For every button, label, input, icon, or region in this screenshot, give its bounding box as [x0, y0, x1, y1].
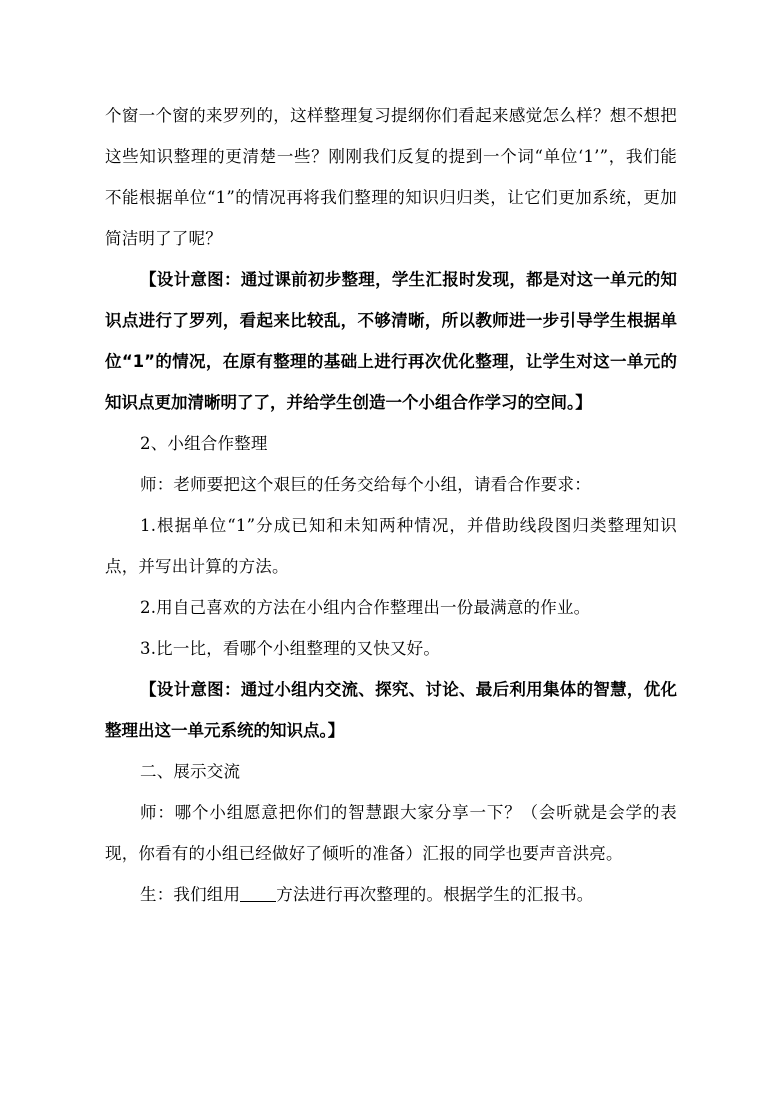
heading-group-work: 2、小组合作整理: [140, 434, 268, 453]
document-page: [105, 95, 677, 915]
paragraph-design-intent-2: 【设计意图：通过小组内交流、探究、讨论、最后利用集体的智慧，优化整理出这一单元系统的知识点。】: [105, 680, 677, 740]
requirement-item-3: 3.比一比，看哪个小组整理的又快又好。: [140, 639, 441, 658]
fill-in-blank: [240, 885, 276, 903]
requirement-item-2: 2.用自己喜欢的方法在小组内合作整理出一份最满意的作业。: [140, 598, 591, 617]
heading-presentation: 二、展示交流: [140, 762, 241, 781]
student-report-text-before: 生：我们组用: [140, 885, 241, 904]
paragraph-teacher-task: 师：老师要把这个艰巨的任务交给每个小组，请看合作要求：: [140, 475, 591, 494]
paragraph-teacher-share: 师：哪个小组愿意把你们的智慧跟大家分享一下？（会听就是会学的表现，你看有的小组已经做好了倾听的准备）汇报的同学也要声音洪亮。: [105, 803, 677, 863]
student-report-text-after: 方法进行再次整理的。根据学生的汇报书。: [276, 885, 594, 904]
paragraph-design-intent-1: 【设计意图：通过课前初步整理，学生汇报时发现，都是对这一单元的知识点进行了罗列，看起来比较乱，不够清晰，所以教师进一步引导学生根据单位“1”的情况，在原有整理的基础上进行再次优化整理，让学生对这一单元的知识点更加清晰明了了，并给学生创造一个小组合作学习的空间。】: [105, 270, 677, 412]
paragraph-review-outline: 个窗一个窗的来罗列的，这样整理复习提纲你们看起来感觉怎么样？想不想把这些知识整理的更清楚一些？刚刚我们反复的提到一个词“单位‘1’”，我们能不能根据单位“1”的情况再将我们整理的知识归归类，让它们更加系统，更加简洁明了了呢？: [105, 106, 677, 248]
paragraph-student-report: [105, 874, 677, 915]
requirement-item-1: 1.根据单位“1”分成已知和未知两种情况，并借助线段图归类整理知识点，并写出计算的方法。: [105, 516, 677, 576]
